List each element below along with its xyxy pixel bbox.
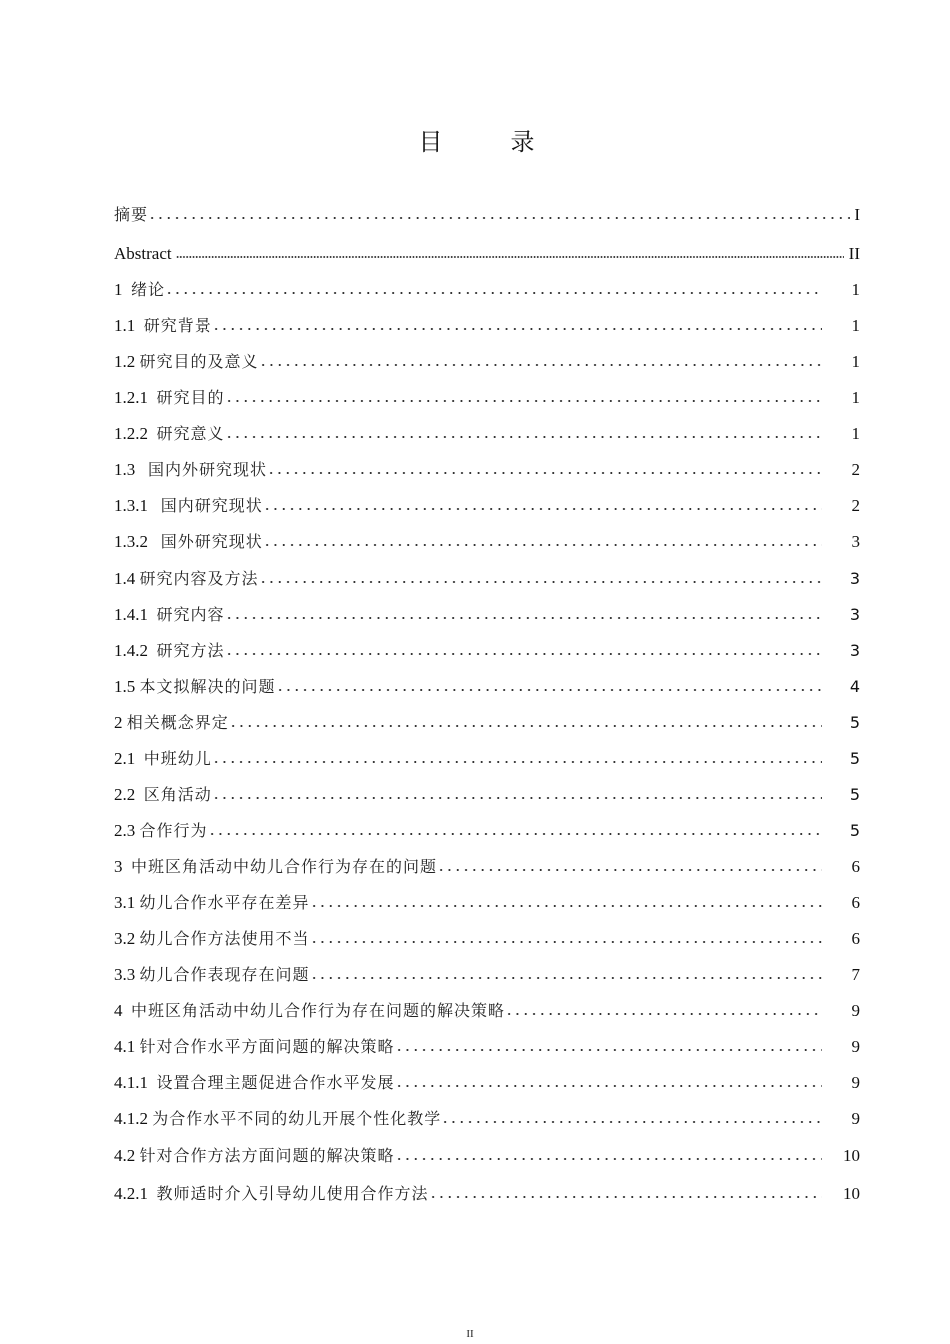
toc-entry[interactable]: [114, 816, 860, 842]
toc-entry-text: 研究背景: [143, 316, 212, 335]
toc-entry-text: 幼儿合作表现存在问题: [139, 965, 310, 984]
toc-entry-number: 2: [114, 713, 123, 732]
toc-entry[interactable]: [114, 564, 860, 590]
toc-entry[interactable]: [114, 924, 860, 950]
toc-entry[interactable]: [114, 1068, 860, 1094]
toc-page-number: 9: [851, 1109, 860, 1128]
toc-entry-text: 教师适时介入引导幼儿使用合作方法: [156, 1184, 429, 1203]
toc-page-number: 5: [849, 713, 860, 732]
dot-leader: [165, 290, 822, 296]
dot-leader: [225, 398, 822, 404]
toc-entry[interactable]: [114, 455, 860, 481]
toc-entry-abstract-en[interactable]: [114, 239, 860, 265]
toc-entry-text: 摘要: [114, 205, 149, 224]
toc-entry[interactable]: [114, 1141, 860, 1167]
footer-page-number: II: [466, 1328, 474, 1340]
toc-entry-text: 幼儿合作方法使用不当: [139, 929, 310, 948]
toc-page-number: 1: [851, 316, 860, 335]
dot-leader: [310, 975, 822, 981]
toc-page-number: 1: [851, 352, 860, 371]
dot-leader: [395, 1156, 822, 1162]
toc-page-number: 3: [851, 532, 860, 551]
toc-entry-text: 区角活动: [143, 785, 212, 804]
toc-entry-text: 合作行为: [139, 821, 208, 840]
page-title: 目 录: [418, 128, 557, 156]
toc-entry-text: 为合作水平不同的幼儿开展个性化教学: [152, 1109, 442, 1128]
toc-entry-text: 研究目的: [156, 388, 225, 407]
toc-entry-number: 3.1: [114, 893, 136, 912]
dot-leader: [263, 542, 822, 548]
toc-entry-text: 中班幼儿: [143, 749, 212, 768]
toc-entry-number: 2.2: [114, 785, 136, 804]
dot-leader: [437, 867, 822, 873]
toc-entry[interactable]: [114, 383, 860, 409]
toc-entry-number: 3.2: [114, 929, 136, 948]
toc-entry-number: 4.2.1: [114, 1184, 148, 1203]
toc-entry[interactable]: [114, 275, 860, 301]
dot-leader: [310, 903, 822, 909]
toc-entry[interactable]: [114, 1104, 860, 1130]
dot-leader: [176, 254, 844, 260]
toc-entry-number: 1.1: [114, 316, 136, 335]
toc-entry-number: 3.3: [114, 965, 136, 984]
toc-entry-number: 1.5: [114, 677, 136, 696]
toc-page-number: 5: [849, 785, 860, 804]
toc-entry-text: 针对合作水平方面问题的解决策略: [139, 1037, 395, 1056]
toc-entry-number: 1.4: [114, 569, 136, 588]
toc-entry[interactable]: [114, 780, 860, 806]
toc-entry-text: 中班区角活动中幼儿合作行为存在的问题: [131, 857, 438, 876]
dot-leader: [225, 651, 822, 657]
toc-entry[interactable]: [114, 636, 860, 662]
toc-page-number: 2: [851, 460, 860, 479]
toc-entry-text: 国内研究现状: [160, 496, 263, 515]
dot-leader: [310, 939, 822, 945]
dot-leader: [505, 1011, 822, 1017]
dot-leader: [212, 759, 822, 765]
toc-entry-number: 1.4.1: [114, 605, 148, 624]
toc-page-number: 3: [849, 641, 860, 660]
toc-entry-number: 2.1: [114, 749, 136, 768]
toc-entry-number: 4: [114, 1001, 123, 1020]
toc-entry-number: 2.3: [114, 821, 136, 840]
toc-page-number: 10: [843, 1146, 860, 1165]
toc-entry-number: 4.1.2: [114, 1109, 148, 1128]
dot-leader: [225, 434, 822, 440]
toc-entry-number: 1: [114, 280, 123, 299]
toc-page-number: 9: [851, 1001, 860, 1020]
toc-entry[interactable]: [114, 1179, 860, 1205]
dot-leader: [276, 687, 822, 693]
toc-page-number: 7: [851, 965, 860, 984]
toc-entry[interactable]: [114, 347, 860, 373]
toc-entry-text: 研究意义: [156, 424, 225, 443]
toc-entry-text: 研究目的及意义: [139, 352, 259, 371]
toc-entry-number: 1.2.2: [114, 424, 148, 443]
dot-leader: [259, 362, 822, 368]
toc-page-number: 5: [849, 821, 860, 840]
dot-leader: [441, 1119, 822, 1125]
dot-leader: [259, 579, 822, 585]
toc-entry[interactable]: [114, 600, 860, 626]
toc-entry[interactable]: [114, 1032, 860, 1058]
toc-entry-number: 4.1: [114, 1037, 136, 1056]
toc-page-number: 9: [851, 1073, 860, 1092]
toc-entry-number: 1.4.2: [114, 641, 148, 660]
toc-entry[interactable]: [114, 491, 860, 517]
toc-entry-text: 中班区角活动中幼儿合作行为存在问题的解决策略: [131, 1001, 506, 1020]
toc-entry-number: 3: [114, 857, 123, 876]
toc-entry-text: 本文拟解决的问题: [139, 677, 276, 696]
toc-entry-text: 绪论: [131, 280, 166, 299]
toc-entry-text: 研究内容及方法: [139, 569, 259, 588]
toc-entry-text: 相关概念界定: [126, 713, 229, 732]
toc-entry[interactable]: [114, 708, 860, 734]
toc-entry-abstract-cn[interactable]: [114, 200, 860, 226]
dot-leader: [395, 1083, 822, 1089]
toc-entry-text: 国内外研究现状: [148, 460, 268, 479]
toc-page-number: 6: [851, 893, 860, 912]
dot-leader: [429, 1194, 822, 1200]
dot-leader: [267, 470, 822, 476]
toc-entry-text: 研究方法: [156, 641, 225, 660]
toc-entry-number: 1.2: [114, 352, 136, 371]
toc-page-number: 9: [851, 1037, 860, 1056]
toc-entry-number: 1.2.1: [114, 388, 148, 407]
dot-leader: [225, 615, 822, 621]
dot-leader: [229, 723, 822, 729]
toc-page-number: 3: [849, 605, 860, 624]
toc-entry-number: 1.3.2: [114, 532, 148, 551]
toc-entry-text: 研究内容: [156, 605, 225, 624]
toc-entry-text: 设置合理主题促进合作水平发展: [156, 1073, 395, 1092]
toc-page-number: 5: [849, 749, 860, 768]
toc-page-number: 1: [851, 424, 860, 443]
toc-page-number: 3: [849, 569, 860, 588]
toc-entry[interactable]: [114, 852, 860, 878]
toc-page-number: 1: [851, 388, 860, 407]
toc-page-number: 2: [851, 496, 860, 515]
toc-page-number: 6: [851, 929, 860, 948]
toc-entry-text: 针对合作方法方面问题的解决策略: [139, 1146, 395, 1165]
toc-entry-number: 1.3.1: [114, 496, 148, 515]
toc-page-number: 1: [851, 280, 860, 299]
toc-entry-text: 幼儿合作水平存在差异: [139, 893, 310, 912]
toc-page-number: 6: [851, 857, 860, 876]
toc-entry[interactable]: [114, 419, 860, 445]
dot-leader: [395, 1047, 822, 1053]
toc-entry-number: 1.3: [114, 460, 136, 479]
toc-entry[interactable]: [114, 996, 860, 1022]
toc-entry[interactable]: [114, 527, 860, 553]
toc-page-number: 10: [843, 1184, 860, 1203]
toc-page-number: II: [848, 244, 860, 263]
toc-entry-text: 国外研究现状: [160, 532, 263, 551]
toc-page-number: 4: [849, 677, 860, 696]
toc-entry[interactable]: [114, 672, 860, 698]
dot-leader: [148, 215, 850, 221]
toc-page-number: I: [854, 205, 860, 224]
dot-leader: [212, 326, 822, 332]
dot-leader: [208, 831, 822, 837]
toc-entry-number: 4.2: [114, 1146, 136, 1165]
toc-entry[interactable]: [114, 888, 860, 914]
toc-entry-number: 4.1.1: [114, 1073, 148, 1092]
toc-entry[interactable]: [114, 960, 860, 986]
dot-leader: [212, 795, 822, 801]
dot-leader: [263, 506, 822, 512]
toc-entry[interactable]: [114, 744, 860, 770]
toc-entry-text: Abstract: [114, 244, 172, 263]
toc-entry[interactable]: [114, 311, 860, 337]
